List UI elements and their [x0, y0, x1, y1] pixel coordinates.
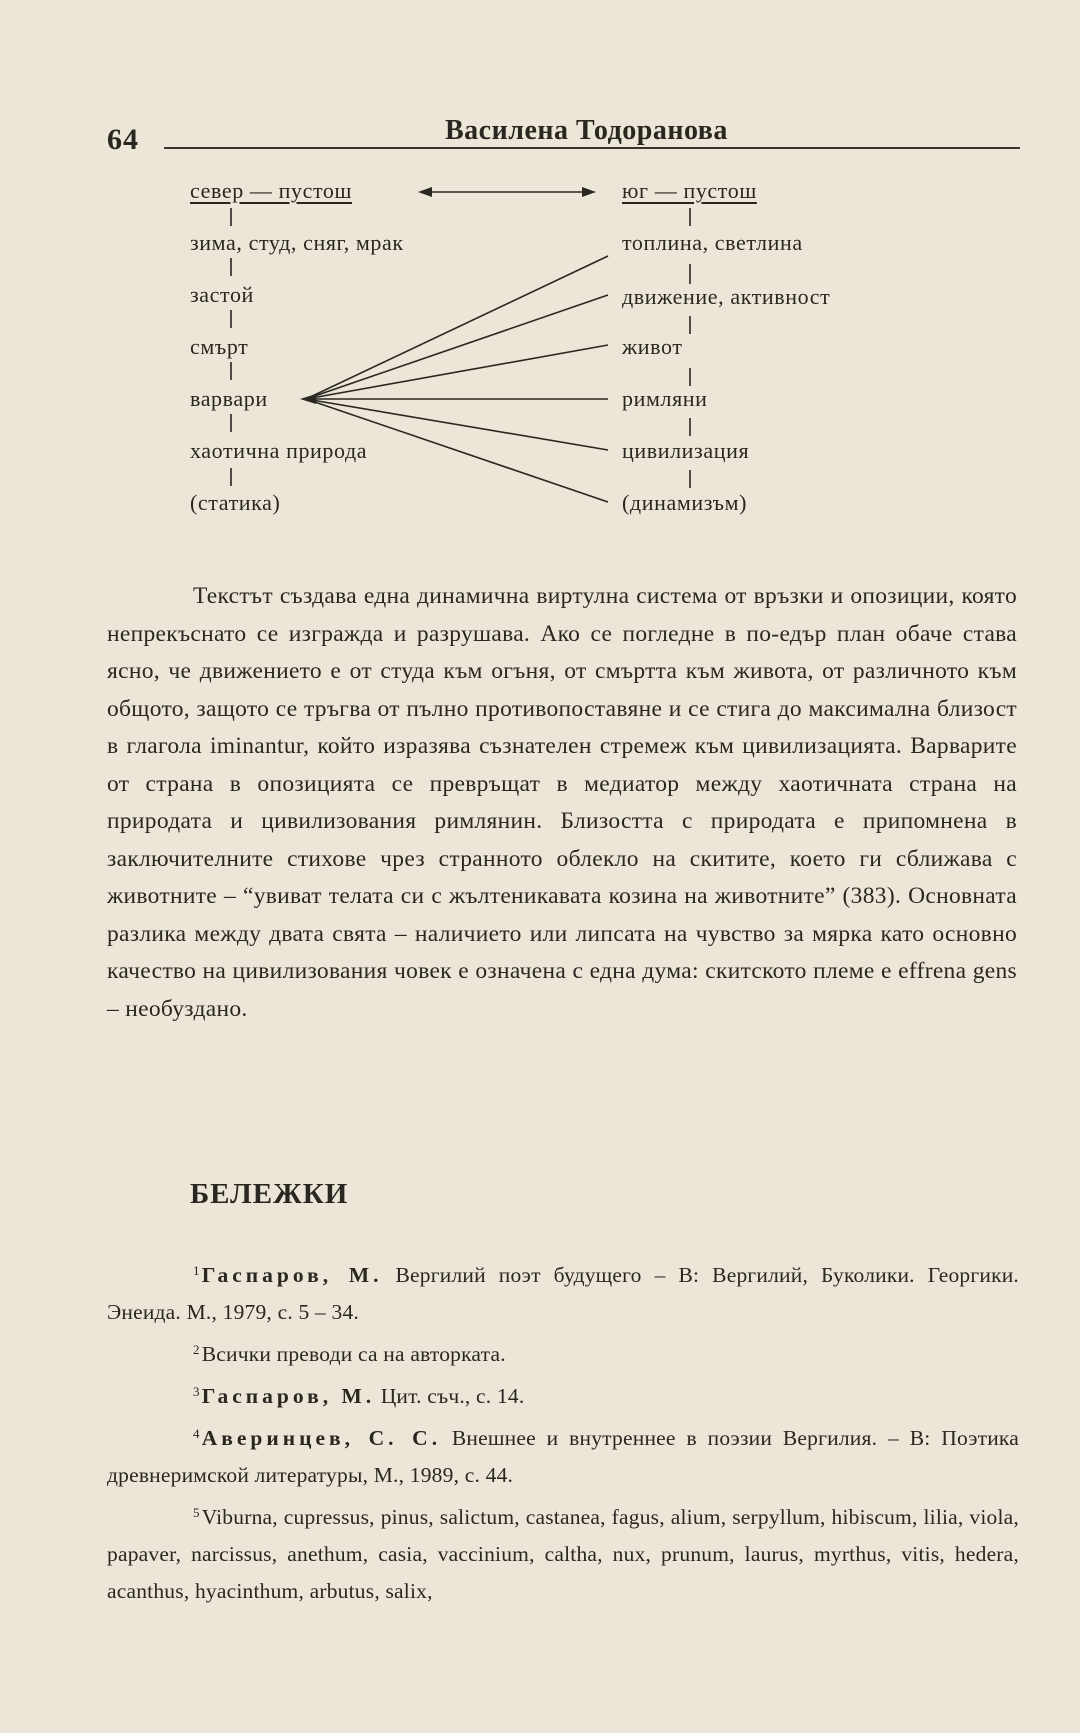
note-item: [107, 1331, 1019, 1373]
note-number: 1: [193, 1263, 200, 1278]
note-number: 5: [193, 1505, 200, 1520]
note-author: Аверинцев, С. С.: [201, 1426, 442, 1450]
fan-line-2: [306, 295, 608, 399]
note-text: Цит. съч., с. 14.: [375, 1384, 525, 1408]
diagram-right-item: цивилизация: [622, 438, 750, 463]
body-paragraph: Текстът създава една динамична виртулна система от връзки и опозиции, която непрекъснато се изгражда и разрушава. Ако се погледне в по-едър план обаче става ясно, че движението е от студа към огъня, от смъртта към живота, от различното към общото, защото се тръгва от пълно противопоставяне и се стига до максимална близост в глагола iminantur, който изразява съзнателен стремеж към цивилизацията. Варварите от страна в опозицията се превръщат в медиатор между хаотичната страна на природата и цивилизования римлянин. Близостта с природата е припомнена в заключителните стихове чрез странното облекло на скитите, което ги сближава с животните – “увиват телата си с жълтеникавата козина на животните” (383). Основната разлика между двата свята – наличието или липсата на чувство за мярка като основно качество на цивилизования човек е означена с една дума: скитското племе е effrena gens – необуздано.: [107, 583, 1017, 1022]
running-head: Василена Тодоранова: [445, 115, 728, 146]
diagram-left-top: север — пустош: [190, 178, 353, 203]
diagram-right-item: римляни: [622, 386, 708, 411]
note-text: Внешнее и внутреннее в поэзии Вергилия. – В: Поэтика древнеримской литературы, М., 1989, с. 44.: [107, 1426, 1019, 1487]
page-number: 64: [107, 123, 139, 156]
note-item: [107, 1373, 1019, 1415]
diagram-right-item: топлина, светлина: [622, 230, 803, 255]
diagram-left-item-barbarians: варвари: [190, 386, 268, 411]
note-text: Всички преводи са на авторката.: [201, 1342, 506, 1366]
arrow-head-right: [582, 187, 596, 197]
arrow-head-left: [418, 187, 432, 197]
note-number: 2: [193, 1342, 200, 1357]
note-number: 4: [193, 1426, 200, 1441]
note-item: [107, 1252, 1019, 1331]
diagram-left-item: смърт: [190, 334, 249, 359]
notes-list: [107, 1252, 1019, 1610]
note-item: [107, 1494, 1019, 1610]
diagram-right-item: (динамизъм): [622, 490, 748, 515]
note-text: Вергилий поэт будущего – В: Вергилий, Буколики. Георгики. Энеида. М., 1979, с. 5 – 34.: [107, 1263, 1020, 1324]
opposition-diagram: [0, 0, 1080, 540]
diagram-left-item: хаотична природа: [190, 438, 368, 463]
note-author: Гаспаров, М.: [201, 1263, 383, 1287]
diagram-right-item: движение, активност: [622, 284, 831, 309]
diagram-left-item: зима, студ, сняг, мрак: [190, 230, 404, 255]
note-text: Viburna, cupressus, pinus, salictum, castanea, fagus, alium, serpyllum, hibiscum, lilia, viola, papaver, narcissus, anethum, casia, vaccinium, caltha, nux, prunum, laurus, myrthus, vitis, hedera, acanthus, hyacinthum, arbutus, salix,: [107, 1505, 1019, 1603]
diagram-lines: [0, 0, 1080, 540]
note-item: [107, 1415, 1019, 1494]
fan-arrow-head: [300, 394, 316, 404]
diagram-left-item: (статика): [190, 490, 281, 515]
note-author: Гаспаров, М.: [201, 1384, 376, 1408]
notes-title: БЕЛЕЖКИ: [190, 1178, 349, 1210]
fan-line-3: [306, 345, 608, 399]
note-number: 3: [193, 1384, 200, 1399]
diagram-right-item: живот: [622, 334, 683, 359]
fan-line-1: [306, 256, 608, 399]
diagram-left-item: застой: [190, 282, 254, 307]
diagram-right-top: юг — пустош: [622, 178, 757, 203]
